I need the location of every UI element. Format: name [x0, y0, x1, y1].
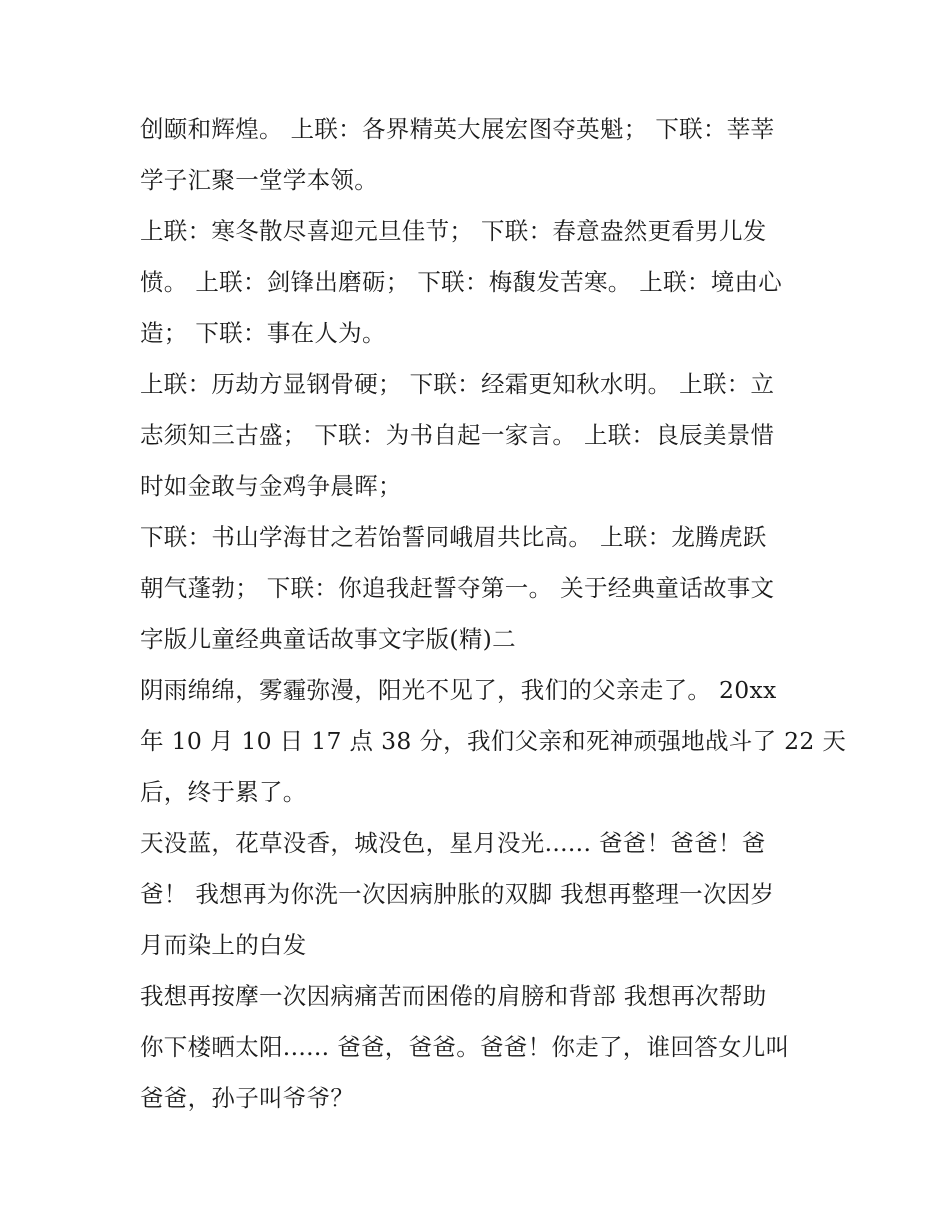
text-line: 阴雨绵绵，雾霾弥漫，阳光不见了，我们的父亲走了。 20xx [140, 676, 777, 704]
text-line: 创颐和辉煌。 上联：各界精英大展宏图夺英魁； 下联：莘莘 [140, 115, 775, 143]
text-line: 字版儿童经典童话故事文字版(精)二 [140, 625, 516, 653]
text-line: 年 10 月 10 日 17 点 38 分，我们父亲和死神顽强地战斗了 22 天 [140, 727, 847, 755]
text-line: 天没蓝，花草没香，城没色，星月没光...... 爸爸！爸爸！爸 [140, 829, 766, 857]
text-line: 学子汇聚一堂学本领。 [140, 166, 378, 194]
text-line: 造； 下联：事在人为。 [140, 319, 386, 347]
text-line: 愤。 上联：剑锋出磨砺； 下联：梅馥发苦寒。 上联：境由心 [140, 268, 783, 296]
text-line: 朝气蓬勃； 下联：你追我赶誓夺第一。 关于经典童话故事文 [140, 574, 775, 602]
text-line: 上联：历劫方显钢骨硬； 下联：经霜更知秋水明。 上联：立 [140, 370, 775, 398]
text-line: 月而染上的白发 [140, 931, 307, 959]
text-line: 后，终于累了。 [140, 778, 307, 806]
text-line: 爸爸，孙子叫爷爷？ [140, 1084, 355, 1112]
text-line: 上联：寒冬散尽喜迎元旦佳节； 下联：春意盎然更看男儿发 [140, 217, 767, 245]
text-line: 你下楼晒太阳...... 爸爸，爸爸。爸爸！你走了，谁回答女儿叫 [140, 1033, 790, 1061]
text-line: 时如金敢与金鸡争晨晖； [140, 472, 402, 500]
text-line: 志须知三古盛； 下联：为书自起一家言。 上联：良辰美景惜 [140, 421, 775, 449]
text-line: 爸！ 我想再为你洗一次因病肿胀的双脚 我想再整理一次因岁 [140, 880, 775, 908]
text-line: 我想再按摩一次因病痛苦而困倦的肩膀和背部 我想再次帮助 [140, 982, 767, 1010]
text-line: 下联：书山学海甘之若饴誓同峨眉共比高。 上联：龙腾虎跃 [140, 523, 767, 551]
document-body [140, 104, 847, 1124]
